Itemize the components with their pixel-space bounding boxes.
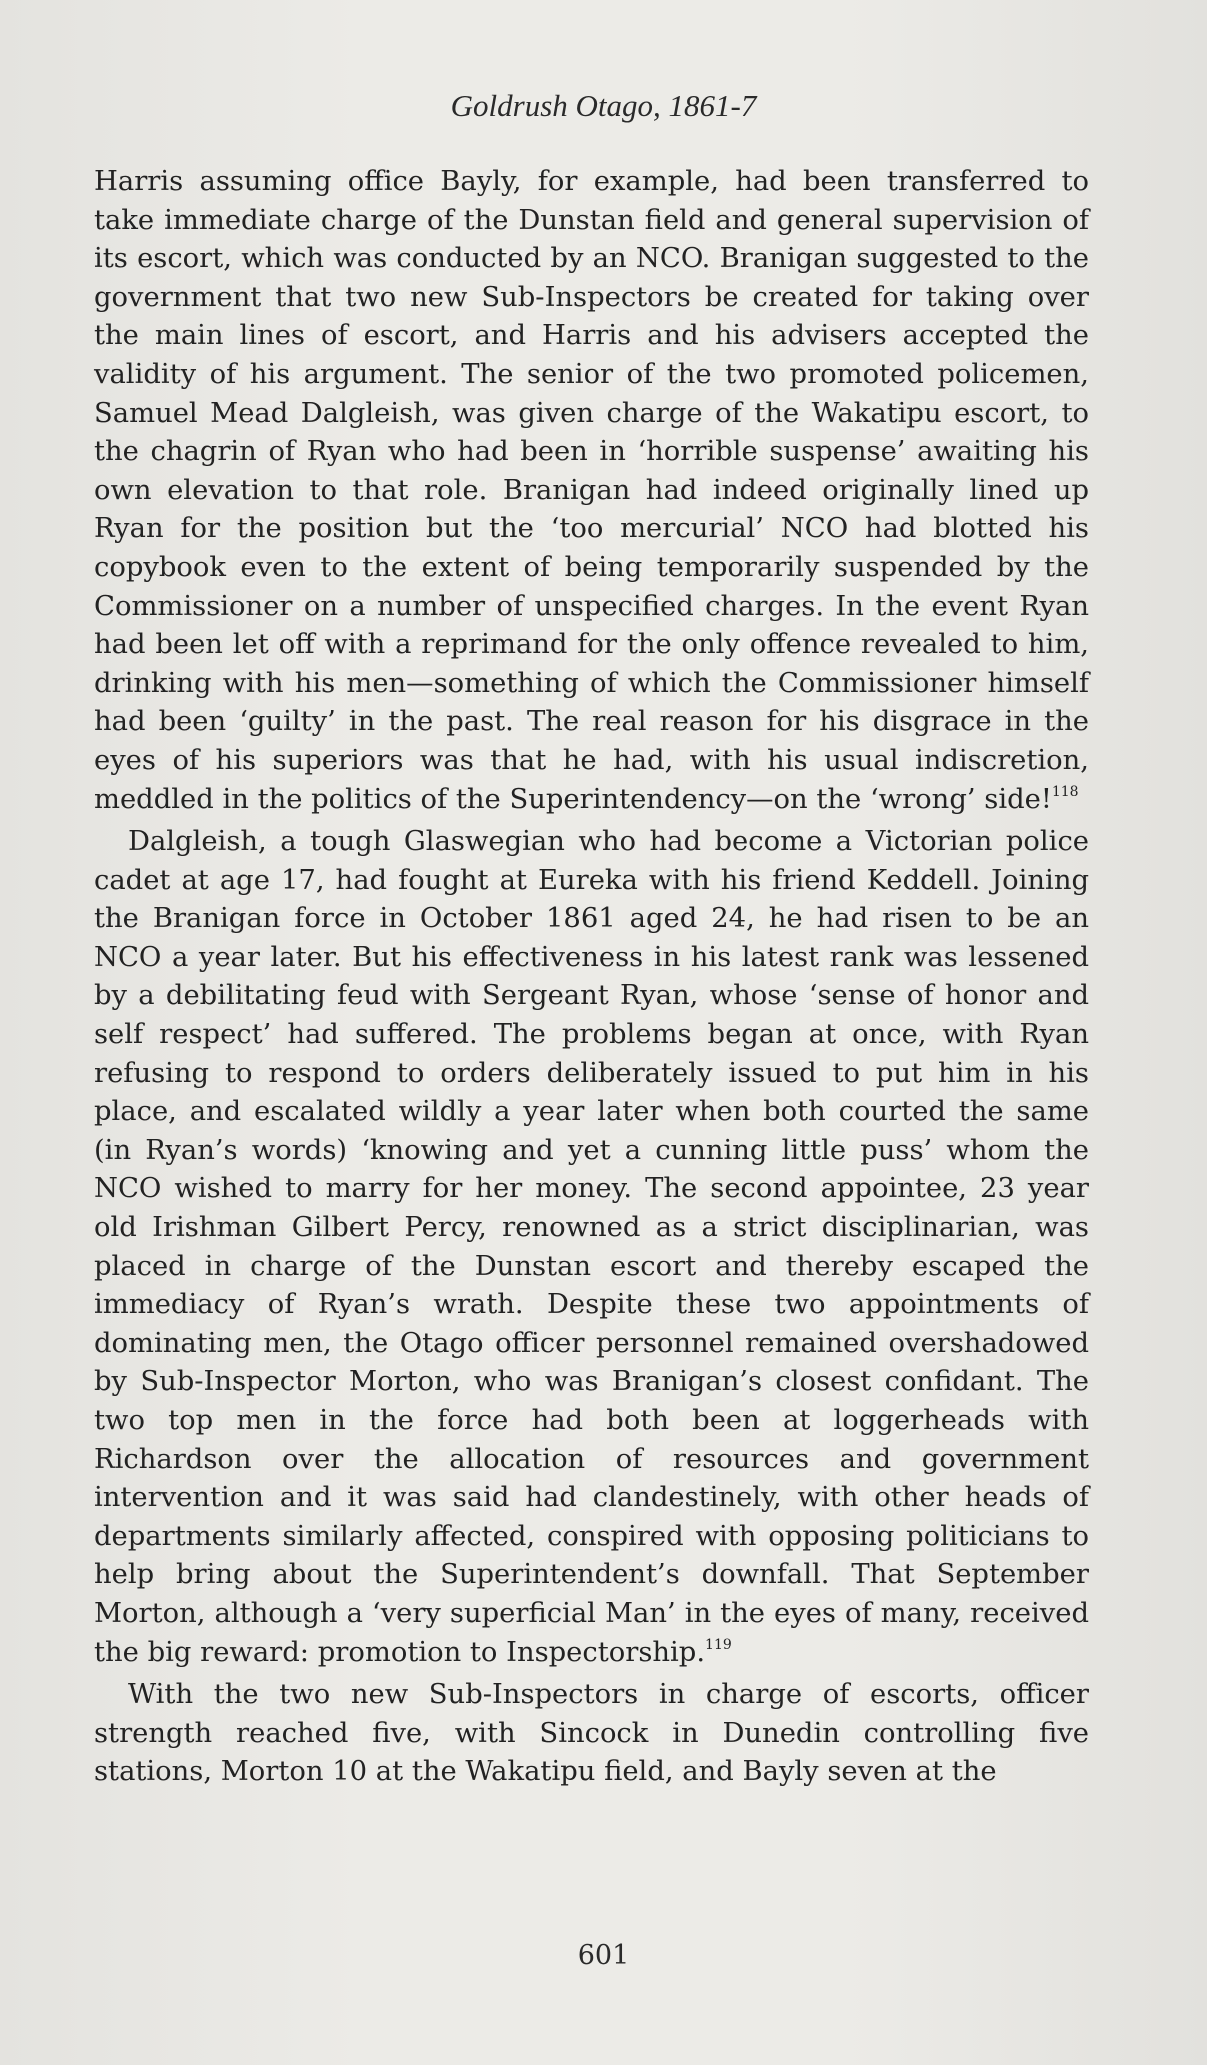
running-head: Goldrush Otago, 1861-7 [450, 88, 757, 123]
paragraph-1-text: Harris assuming office Bayly, for example, had been transferred to take immediate charge of the Dunstan field and general supervision of its escort, which was conducted by an NCO. Branigan suggested to the government that two new Sub-Inspectors be created for taking over the main lines of escort, and Harris and his advisers accepted the validity of his argument. The senior of the two promoted policemen, Samuel Mead Dalgleish, was given charge of the Wakatipu escort, to the chagrin of Ryan who had been in ‘horrible suspense’ awaiting his own elevation to that role. Branigan had indeed originally lined up Ryan for the position but the ‘too mercurial’ NCO had blotted his copybook even to the extent of being temporarily suspended by the Commissioner on a number of unspecified charges. In the event Ryan had been let off with a reprimand for the only offence revealed to him, drinking with his men—something of which the Commissioner himself had been ‘guilty’ in the past. The real reason for his disgrace in the eyes of his superiors was that he had, with his usual indiscretion, meddled in the politics of the Superintendency—on the ‘wrong’ side! [94, 166, 1089, 815]
paragraph-3-text: With the two new Sub-Inspectors in charge of escorts, officer strength reached five, with Sincock in Dunedin controlling five stations, Morton 10 at the Wakatipu field, and Bayly seven at the [94, 1679, 1089, 1788]
body-text [94, 163, 1089, 1796]
footnote-ref-119: 119 [705, 1636, 732, 1653]
paragraph-3 [94, 1676, 1089, 1792]
paragraph-2 [94, 823, 1089, 1672]
page-number: 601 [577, 1940, 630, 1971]
paragraph-1 [94, 163, 1089, 819]
paragraph-2-text: Dalgleish, a tough Glaswegian who had become a Victorian police cadet at age 17, had fought at Eureka with his friend Keddell. Joining the Branigan force in October 1861 aged 24, he had risen to be an NCO a year later. But his effectiveness in his latest rank was lessened by a debilitating feud with Sergeant Ryan, whose ‘sense of honor and self respect’ had suffered. The problems began at once, with Ryan refusing to respond to orders deliberately issued to put him in his place, and escalated wildly a year later when both courted the same (in Ryan’s words) ‘knowing and yet a cunning little puss’ whom the NCO wished to marry for her money. The second appointee, 23 year old Irishman Gilbert Percy, renowned as a strict disciplinarian, was placed in charge of the Dunstan escort and thereby escaped the immediacy of Ryan’s wrath. Despite these two appointments of dominating men, the Otago officer personnel remained overshadowed by Sub-Inspector Morton, who was Branigan’s closest confidant. The two top men in the force had both been at loggerheads with Richardson over the allocation of resources and government intervention and it was said had clandestinely, with other heads of departments similarly affected, conspired with opposing politicians to help bring about the Superintendent’s downfall. That September Morton, although a ‘very superficial Man’ in the eyes of many, received the big reward: promotion to Inspectorship. [94, 826, 1089, 1668]
footnote-ref-118: 118 [1051, 783, 1079, 800]
